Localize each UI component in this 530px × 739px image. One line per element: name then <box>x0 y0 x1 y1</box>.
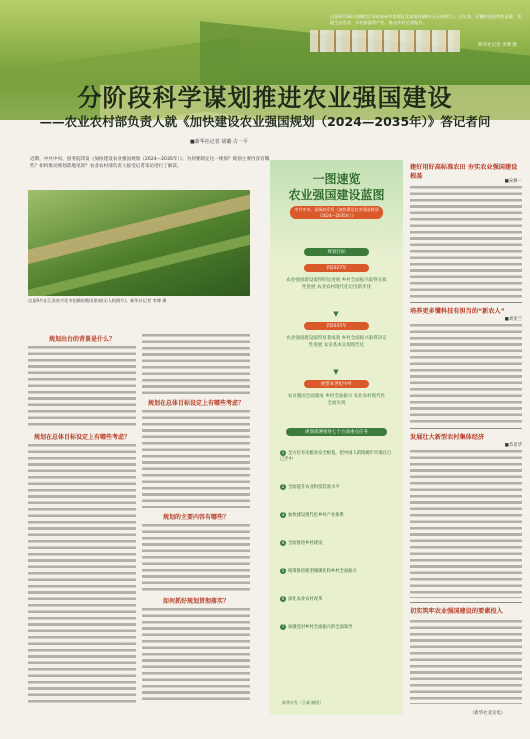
byline: ■新华社记者 胡璐 古一平 <box>190 139 248 145</box>
infographic-title: 农业强国建设蓝图 <box>288 188 385 202</box>
vision-label: 展望本世纪中叶 <box>304 380 369 388</box>
photo-shape <box>28 229 250 296</box>
body-text <box>28 346 136 428</box>
task-item: 6 深化农业农村改革 <box>281 596 323 602</box>
village-shape <box>310 30 460 52</box>
task-text: 全面推进乡村建设 <box>288 541 323 546</box>
arrow-down-icon: ▼ <box>333 310 339 318</box>
task-item: 2 全面提升农业科技装备水平 <box>281 484 340 490</box>
task-text: 全方位夯实粮食安全根基，把中国人的饭碗牢牢端在自己手中 <box>280 451 392 463</box>
body-text <box>142 334 250 396</box>
question-title: 规划的主要内容有哪些？ <box>162 514 229 521</box>
divider <box>410 602 522 603</box>
infographic <box>270 160 403 715</box>
article-author: ■刘亚兰 <box>504 317 522 322</box>
body-text <box>142 410 250 508</box>
subhead: ——农业农村部负责人就《加快建设农业强国规划（2024—2035年）》答记者问 <box>39 114 491 129</box>
question-title: 规划在总体目标设定上有哪些考虑？ <box>147 400 244 407</box>
page-end: （新华社北京电） <box>470 711 506 716</box>
body-text <box>410 620 522 704</box>
stage-year: 到2027年 <box>304 264 369 272</box>
stage-year: 到2035年 <box>304 322 369 330</box>
article-title: 发展壮大新型农村集体经济 <box>410 434 485 441</box>
body-text <box>28 444 136 704</box>
question-title: 规划出台的背景是什么？ <box>48 336 115 343</box>
question-title: 如何抓好规划贯彻落实？ <box>162 598 229 605</box>
question-title: 规划在总体目标设定上有哪些考虑？ <box>33 434 130 441</box>
body-text <box>410 324 522 424</box>
task-text: 加强党对乡村全面振兴的全面领导 <box>288 625 353 630</box>
task-item: 4 全面推进乡村建设 <box>281 540 323 546</box>
banner-credit: 新华社记者 李博 摄 <box>478 43 517 48</box>
article-author: ■苏显华 <box>504 443 522 448</box>
article-title: 培养更多懂科技有担当的“新农人” <box>410 308 505 315</box>
infographic-credit: 新华社发（王威 制图） <box>282 700 324 705</box>
photo-caption: 这是9月在江苏省兴化市拍摄的稻田景观(无人机照片)。新华社记者 李博 摄 <box>28 298 167 303</box>
task-item: 3 加快建设现代化乡村产业体系 <box>281 512 344 518</box>
task-item: 7 加强党对乡村全面振兴的全面领导 <box>281 624 353 630</box>
task-item: 5 统筹推进新型城镇化和乡村全面振兴 <box>281 568 357 574</box>
banner-caption: 这是9月18日拍摄的江苏省泰州市姜堰区沈高镇河横村(无人机照片)。近年来，河横村依托特色资源，发展生态农业、乡村旅游等产业，推动乡村全面振兴。 <box>330 14 522 25</box>
tasks-label: 规划部署推进七个方面重点任务 <box>286 428 387 436</box>
headline: 分阶段科学谋划推进农业强国建设 <box>77 84 453 112</box>
article-photo <box>28 190 250 296</box>
article-title: 建好用好高标准农田 夯实农业强国建设根基 <box>410 164 518 180</box>
body-text <box>142 524 250 592</box>
task-text: 深化农业农村改革 <box>288 597 323 602</box>
lead-paragraph: 近期，中共中央、国务院印发《加快建设农业强国规划（2024—2035年）》。为何要制定这一规划？规划主要内容有哪些？如何推动规划落地见效？农业农村部负责人接受记者采访进行了解读。 <box>30 157 270 169</box>
body-text <box>410 450 522 598</box>
photo-shape <box>28 190 250 265</box>
stage-text: 农业强国建设取得显著成效 乡村全面振兴取得决定性进展 农业基本实现现代化 <box>286 336 387 348</box>
task-text: 统筹推进新型城镇化和乡村全面振兴 <box>288 569 357 574</box>
task-text: 加快建设现代化乡村产业体系 <box>288 513 344 518</box>
divider <box>410 428 522 429</box>
article-title: 切实筑牢农业强国建设的要素投入 <box>410 608 503 615</box>
task-item: 1 全方位夯实粮食安全根基，把中国人的饭碗牢牢端在自己手中 <box>280 450 392 463</box>
infographic-title: 一图速览 <box>312 172 361 186</box>
infographic-subtitle: 中共中央、国务院印发《加快建设农业强国规划（2024—2035年）》 <box>290 206 383 219</box>
divider <box>410 302 522 303</box>
goal-label: 规划目标 <box>304 248 369 256</box>
task-text: 全面提升农业科技装备水平 <box>288 485 340 490</box>
article-author: ■宋修一 <box>504 179 522 184</box>
stage-text: 农业强国建设取得明显进展 乡村全面振兴取得实质性进展 农业农村现代化迈出新步伐 <box>286 278 387 290</box>
body-text <box>142 608 250 704</box>
arrow-down-icon: ▼ <box>333 368 339 376</box>
vision-text: 农业强国全面建成 乡村全面振兴 农业农村现代化全面实现 <box>287 394 386 406</box>
body-text <box>410 186 522 298</box>
